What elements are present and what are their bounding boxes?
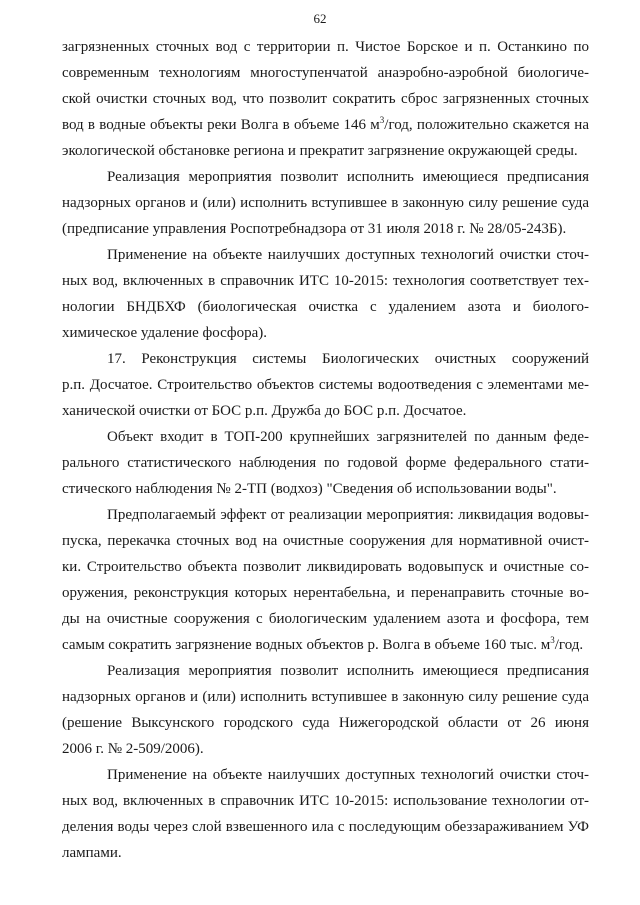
text-fragment: /год.	[554, 637, 584, 653]
text-line: ных вод, включенных в справочник ИТС 10-2015: технология соответствует тех-	[62, 273, 589, 289]
text-line: ской очистки сточных вод, что позволит сократить сброс загрязненных сточных	[62, 91, 589, 107]
page-number: 62	[313, 11, 327, 26]
text-line: самым сократить загрязнение водных объектов р. Волга в объеме 160 тыс. $м^3$/год.	[62, 635, 584, 653]
text-line: ды на очистные сооружения с биологическим удалением азота и фосфора, тем	[62, 611, 589, 627]
paragraph	[62, 424, 589, 502]
text-line: оружения, реконструкция которых нерентабельна, и перенаправить сточные во-	[62, 585, 589, 601]
text-line: Применение на объекте наилучших доступных технологий очистки сточ-	[107, 767, 589, 783]
text-line: надзорных органов и (или) исполнить вступившее в законную силу решение суда	[62, 689, 589, 705]
text-line: ханической очистки от БОС р.п. Дружба до БОС р.п. Досчатое.	[62, 403, 467, 419]
text-line: нологии БНДБХФ (биологическая очистка с удалением азота и биолого-	[62, 299, 589, 315]
text-line: пуска, перекачка сточных вод на очистные сооружения для нормативной очист-	[62, 533, 589, 549]
text-line: (предписание управления Роспотребнадзора от 31 июля 2018 г. № 28/05-243Б).	[62, 221, 567, 237]
text-line: рального статистического наблюдения по годовой форме федерального стати-	[62, 455, 589, 471]
paragraph	[62, 242, 589, 346]
text-line: Предполагаемый эффект от реализации мероприятия: ликвидация водовы-	[107, 507, 589, 523]
text-line: 17. Реконструкция системы Биологических очистных сооружений	[107, 351, 589, 367]
text-line: р.п. Досчатое. Строительство объектов системы водоотведения с элементами ме-	[62, 377, 589, 393]
superscript: 3	[550, 635, 555, 645]
text-line: (решение Выксунского городского суда Нижегородской области от 26 июня	[62, 715, 589, 731]
text-line: надзорных органов и (или) исполнить вступившее в законную силу решение суда	[62, 195, 589, 211]
text-line: стического наблюдения № 2-ТП (водхоз) "Сведения об использовании воды".	[62, 481, 557, 497]
text-line: ки. Строительство объекта позволит ликвидировать водовыпуск и очистные со-	[62, 559, 589, 575]
paragraph	[62, 658, 589, 762]
document-body	[62, 34, 589, 866]
text-line: лампами.	[62, 845, 122, 861]
text-line: ных вод, включенных в справочник ИТС 10-2015: использование технологии от-	[62, 793, 589, 809]
text-line: химическое удаление фосфора).	[62, 325, 268, 341]
text-line: современным технологиям многоступенчатой анаэробно-аэробной биологиче-	[62, 65, 589, 81]
text-line: Реализация мероприятия позволит исполнить имеющиеся предписания	[107, 169, 589, 185]
text-line: вод в водные объекты реки Волга в объеме 146 $м^3$/год, положительно скажется на	[62, 115, 589, 133]
paragraph	[62, 164, 589, 242]
paragraph	[62, 346, 589, 424]
text-line: Объект входит в ТОП-200 крупнейших загрязнителей по данным феде-	[107, 429, 589, 445]
text-line: 2006 г. № 2-509/2006).	[62, 741, 204, 757]
text-line: загрязненных сточных вод с территории п. Чистое Борское и п. Останкино по	[62, 39, 589, 55]
paragraph	[62, 762, 589, 866]
text-line: Реализация мероприятия позволит исполнить имеющиеся предписания	[107, 663, 589, 679]
text-line: Применение на объекте наилучших доступных технологий очистки сточ-	[107, 247, 589, 263]
paragraph	[62, 34, 589, 164]
superscript: 3	[379, 115, 385, 125]
text-line: экологической обстановке региона и прекратит загрязнение окружающей среды.	[62, 143, 578, 159]
text-fragment: /год, положительно скажется на	[384, 117, 589, 133]
text-line: деления воды через слой взвешенного ила с последующим обеззараживанием УФ	[62, 819, 589, 835]
paragraph	[62, 502, 589, 658]
